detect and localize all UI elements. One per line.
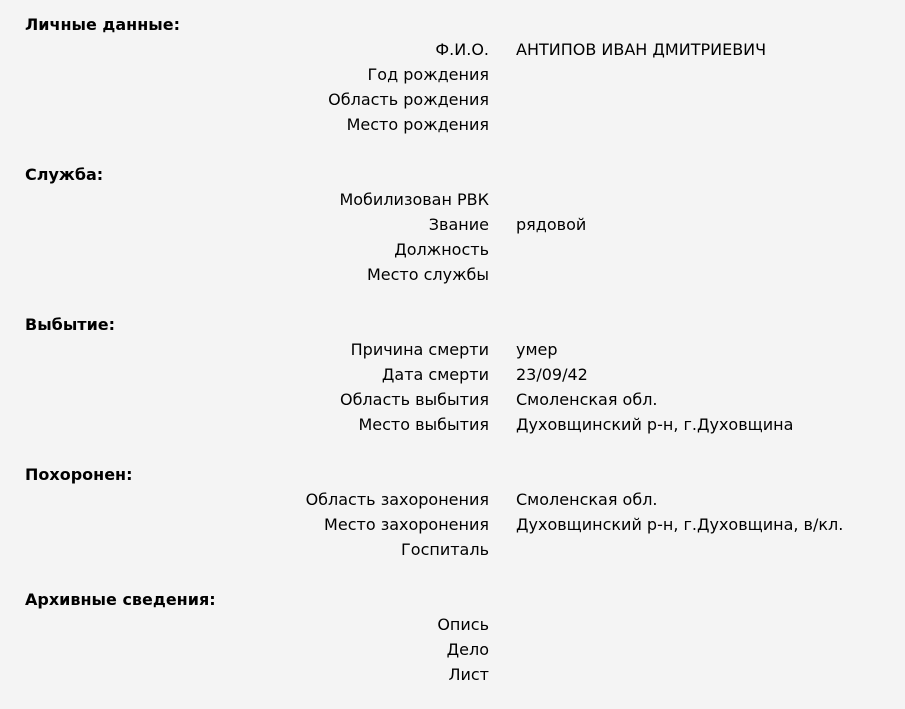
section-title: Выбытие: bbox=[25, 315, 116, 334]
section-title: Похоронен: bbox=[25, 465, 133, 484]
field-label: Мобилизован РВК bbox=[339, 190, 489, 209]
field-row bbox=[25, 387, 905, 412]
field-value bbox=[489, 187, 516, 212]
field-row bbox=[25, 537, 905, 562]
section-personal bbox=[25, 12, 905, 137]
field-label: Дело bbox=[446, 640, 489, 659]
field-value bbox=[489, 637, 516, 662]
field-row bbox=[25, 187, 905, 212]
field-label: Область рождения bbox=[328, 90, 489, 109]
field-row bbox=[25, 612, 905, 637]
field-label: Опись bbox=[437, 615, 489, 634]
section-service bbox=[25, 162, 905, 287]
field-row bbox=[25, 512, 905, 537]
field-row bbox=[25, 337, 905, 362]
section-title: Служба: bbox=[25, 165, 104, 184]
field-row bbox=[25, 237, 905, 262]
field-label: Место службы bbox=[366, 265, 489, 284]
field-label: Год рождения bbox=[367, 65, 489, 84]
section-departure bbox=[25, 312, 905, 437]
field-value: Духовщинский р-н, г.Духовщина bbox=[516, 415, 794, 434]
field-row bbox=[25, 637, 905, 662]
field-label: Место рождения bbox=[346, 115, 489, 134]
field-row bbox=[25, 662, 905, 687]
field-label: Звание bbox=[428, 215, 489, 234]
field-value bbox=[489, 112, 516, 137]
field-row bbox=[25, 62, 905, 87]
field-value bbox=[489, 537, 516, 562]
field-value bbox=[489, 612, 516, 637]
field-value: Духовщинский р-н, г.Духовщина, в/кл. bbox=[516, 515, 844, 534]
field-label: Ф.И.О. bbox=[435, 40, 489, 59]
field-label: Причина смерти bbox=[350, 340, 489, 359]
section-archive bbox=[25, 587, 905, 687]
field-row bbox=[25, 112, 905, 137]
field-value bbox=[489, 662, 516, 687]
section-title: Архивные сведения: bbox=[25, 590, 216, 609]
field-label: Место выбытия bbox=[358, 415, 489, 434]
field-value: 23/09/42 bbox=[516, 365, 588, 384]
section-title: Личные данные: bbox=[25, 15, 180, 34]
field-label: Место захоронения bbox=[324, 515, 489, 534]
field-value bbox=[489, 87, 516, 112]
field-row bbox=[25, 37, 905, 62]
field-value: АНТИПОВ ИВАН ДМИТРИЕВИЧ bbox=[516, 40, 767, 59]
field-row bbox=[25, 487, 905, 512]
field-value bbox=[489, 262, 516, 287]
field-row bbox=[25, 212, 905, 237]
field-label: Дата смерти bbox=[381, 365, 489, 384]
field-value: Смоленская обл. bbox=[516, 490, 658, 509]
field-row bbox=[25, 412, 905, 437]
field-label: Должность bbox=[394, 240, 489, 259]
field-value bbox=[489, 237, 516, 262]
field-value: рядовой bbox=[516, 215, 587, 234]
field-row bbox=[25, 262, 905, 287]
field-row bbox=[25, 362, 905, 387]
field-value: Смоленская обл. bbox=[516, 390, 658, 409]
section-burial bbox=[25, 462, 905, 562]
field-label: Область захоронения bbox=[305, 490, 489, 509]
field-value: умер bbox=[516, 340, 558, 359]
field-label: Госпиталь bbox=[401, 540, 489, 559]
field-label: Лист bbox=[448, 665, 489, 684]
field-value bbox=[489, 62, 516, 87]
field-label: Область выбытия bbox=[339, 390, 489, 409]
field-row bbox=[25, 87, 905, 112]
